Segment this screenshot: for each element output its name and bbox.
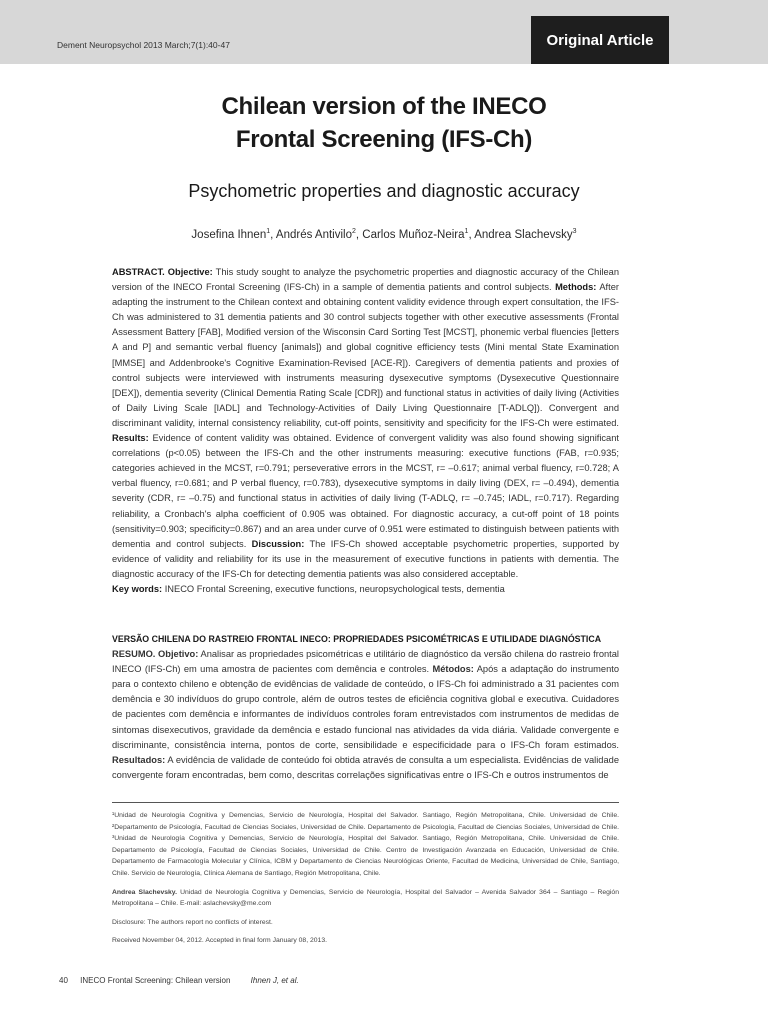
author-name: Josefina Ihnen [191, 228, 267, 241]
results-label: Results: [112, 433, 149, 444]
resultados-text: A evidência de validade de conteúdo foi obtida através de consulta a um especialista. Evidências de validade convergente foram encontradas, bem como, descritas correlações significativas entre o IFS-Ch e outros instrumentos de [112, 754, 619, 780]
running-title: INECO Frontal Screening: Chilean version [80, 976, 231, 985]
correspondence-name: Andrea Slachevsky. [112, 888, 177, 896]
running-authors: Ihnen J, et al. [250, 976, 299, 985]
title-line-2: Frontal Screening (IFS-Ch) [235, 126, 533, 153]
footnotes [112, 810, 619, 954]
author-list: Josefina Ihnen$^1$, Andrés Antivilo$^2$, Carlos Muñoz-Neira$^1$, Andrea Slachevsky$^3$ [191, 228, 577, 241]
resumo-label: RESUMO. [112, 649, 156, 660]
author-affiliation-mark: 1 [266, 228, 271, 235]
discussion-text: The IFS-Ch showed acceptable psychometric properties, supported by evidence of validity and reliability for its use in the measurement of executive functions in patients with dementia. The diagnostic accuracy of the IFS-Ch for detecting dementia patients was also considered acceptable. [112, 538, 619, 579]
page-number: 40 [59, 976, 68, 985]
abstract [112, 265, 619, 597]
author-affiliation-mark: 3 [572, 228, 577, 235]
article-subtitle: Psychometric properties and diagnostic accuracy [188, 181, 580, 201]
portuguese-abstract [112, 632, 619, 783]
objective-label: Objective: [167, 267, 213, 277]
objetivo-text: Analisar as propriedades psicométricas e utilitário de diagnóstico da versão chilena do rastreio frontal INECO (IFS-Ch) em uma amostra de pacientes com demência e controles. [112, 649, 619, 675]
abstract-label: ABSTRACT. [112, 267, 165, 277]
author-affiliation-mark: 1 [464, 228, 469, 235]
results-text: Evidence of content validity was obtained. Evidence of convergent validity was also found showing significant correlations (p<0.05) between the IFS-Ch and the other instruments measuring: executive functions (FAB, r=0.935; categories achieved in the MCST, r=0.791; perseverative errors in the MCST, r= –0.617; animal verbal fluency, r=0.728; A verbal fluency, r=0.681; and P verbal fluency, r=0.783), dysexecutive symptoms in daily living (DEX, r= –0.494), dementia severity (CDR, r= –0.75) and functional status in activities of daily living (T-ADLQ, r= –0.745; IADL, r=0.717). Regarding reliability, a Cronbach's alpha coefficient of 0.905 was obtained. For diagnostic accuracy, a cut-off point of 18 points (sensitivity=0.903; specificity=0.867) and an area under curve of 0.951 were estimated to distinguish between patients with dementia and control subjects. [112, 433, 619, 549]
disclosure-note: Disclosure: The authors report no conflicts of interest. [112, 918, 273, 926]
resultados-label: Resultados: [112, 754, 166, 765]
discussion-label: Discussion: [251, 538, 305, 549]
objetivo-label: Objetivo: [158, 649, 199, 660]
objective-text: This study sought to analyze the psychometric properties and diagnostic accuracy of the Chilean version of the INECO Frontal Screening (IFS-Ch) in a sample of dementia patients and control subjects. [112, 267, 619, 293]
author-name: Andrés Antivilo [275, 228, 352, 241]
author-name: Andrea Slachevsky [474, 228, 573, 241]
author-affiliation-mark: 2 [351, 228, 356, 235]
correspondence-footnote [112, 887, 619, 910]
author-name: Carlos Muñoz-Neira [362, 228, 465, 241]
metodos-text: Após a adaptação do instrumento para o contexto chileno e obtenção de evidências de validade de conteúdo, o IFS-Ch foi administrado a 31 pacientes com demência e 30 indivíduos do grupo controle, além de outros testes de eficiência cognitiva global e executiva. Cuidadores de pacientes com demência e informantes de indivíduos controles foram entrevistados com instrumentos de medidas de sintomas disexecutivos, gravidade da demência e estado funcional nas atividades da vida diária. Validade convergente e discriminante, consistência interna, pontos de corte, sensibilidade e especificidade para o IFS-Ch foram estimados. [112, 664, 620, 750]
section-tag: Original Article [531, 16, 669, 64]
methods-text: After adapting the instrument to the Chilean context and obtaining content validity evidence through expert consultation, the IFS-Ch was administered to 31 dementia patients and 30 control subjects together with other executive assessments (Frontal Assessment Battery [FAB], Modified version of the Wisconsin Card Sorting Test [MCST], phonemic verbal fluencies [letters A and P] and semantic verbal fluency [animals]) and global cognitive efficiency tests (Mini mental State Examination [MMSE] and Addenbrooke's Cognitive Examination-Revised [ACE-R]). Caregivers of dementia patients and proxies of control subjects were interviewed with instruments measuring dysexecutive symptoms (Dysexecutive Questionnaire [DEX]), dementia severity (Clinical Dementia Rating Scale [CDR]) and functional status in activities of daily living (Activities of Daily Living Scale [IADL] and Technology-Activities of Daily Living Questionnaire [T-ADLQ]). Convergent and discriminant validity, internal consistency reliability, cut-off points, sensitivity and specificity for the IFS-Ch were estimated. [112, 282, 619, 428]
affiliations-footnote: ¹Unidad de Neurología Cognitiva y Demencias, Servicio de Neurología, Hospital del Salvador. Santiago, Región Metropolitana, Chile. Universidad de Chile. ²Departamento de Psicología, Facultad de Ciencias Sociales, Universidad de Chile. Departamento de Psicología, Facultad de Ciencias Sociales, Universidad de Chile. ³Unidad de Neurología Cognitiva y Demencias, Servicio de Neurología, Hospital del Salvador. Santiago, Región Metropolitana, Chile. Universidad de Chile. Departamento de Psicología, Facultad de Ciencias Sociales, Universidad de Chile. Centro de Investigación Avanzada en Educación, Universidad de Chile. Departamento de Farmacología Molecular y Clínica, ICBM y Departamento de Ciencias Neurológicas Oriente, Facultad de Medicina, Universidad de Chile, Santiago, Chile. Servicio de Neurología, Clínica Alemana de Santiago, Región Metropolitana, Chile. [112, 812, 619, 877]
portuguese-heading: VERSÃO CHILENA DO RASTREIO FRONTAL INECO: PROPRIEDADES PSICOMÉTRICAS E UTILIDADE DIAGNÓSTICA [112, 634, 602, 644]
article-title [0, 90, 768, 156]
metodos-label: Métodos: [432, 664, 474, 675]
received-note: Received November 04, 2012. Accepted in final form January 08, 2013. [112, 937, 327, 945]
journal-reference: Dement Neuropsychol 2013 March;7(1):40-47 [57, 40, 230, 50]
keywords-label: Key words: [112, 583, 163, 594]
footnote-divider [112, 802, 619, 803]
methods-label: Methods: [555, 282, 597, 293]
keywords-text: INECO Frontal Screening, executive functions, neuropsychological tests, dementia [164, 583, 505, 594]
page-footer [59, 976, 299, 985]
correspondence-text: Unidad de Neurología Cognitiva y Demencias, Servicio de Neurología, Hospital del Salvador – Avenida Salvador 364 – Santiago – Región Metropolitana – Chile. E-mail: aslachevsky@me.com [112, 888, 619, 908]
title-line-1: Chilean version of the INECO [221, 93, 547, 120]
